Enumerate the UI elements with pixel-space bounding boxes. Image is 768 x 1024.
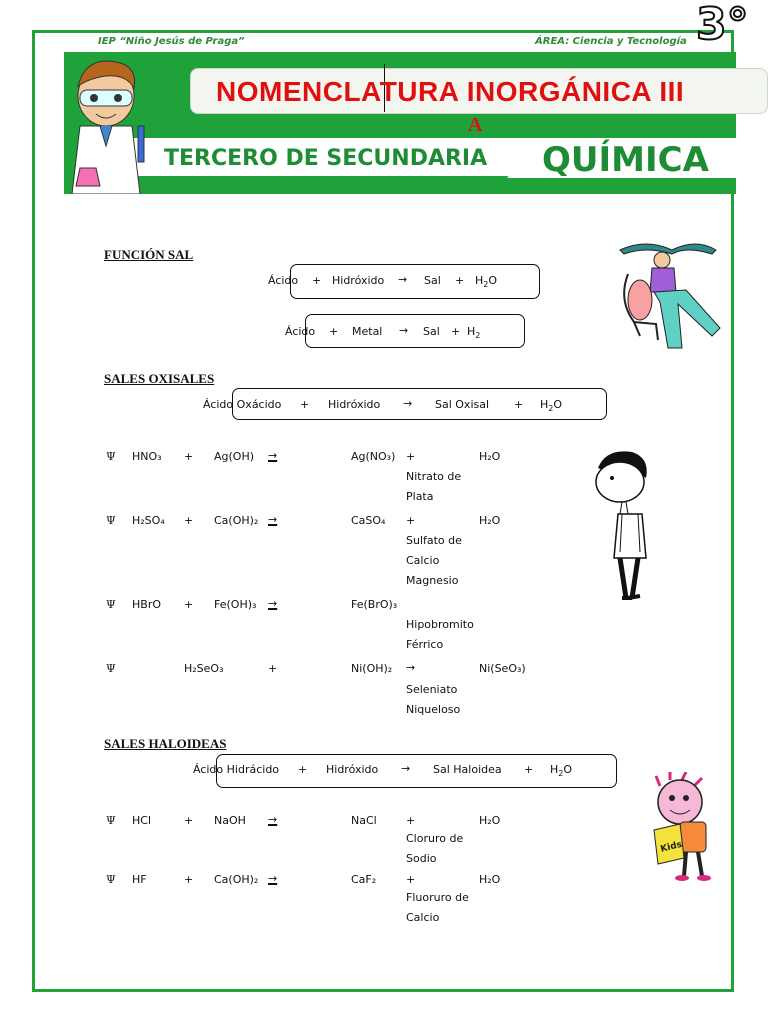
- base-formula: Ag(OH): [214, 450, 255, 463]
- title-suffix: A: [468, 114, 483, 136]
- salt-name-line: Fluoruro de: [406, 891, 469, 904]
- salt-name-line: Magnesio: [406, 574, 459, 587]
- salt-formula: Ni(SeO₃): [479, 662, 526, 675]
- salt-formula: CaSO₄: [351, 514, 386, 527]
- page-title: NOMENCLATURA INORGÁNICA III: [216, 76, 685, 107]
- salt-formula: Fe(BrO)₃: [351, 598, 398, 611]
- section-heading-funcion-sal: FUNCIÓN SAL: [104, 247, 194, 262]
- salt-name-line: Niqueloso: [406, 703, 461, 716]
- psi-bullet: Ψ: [106, 814, 116, 827]
- section-heading-haloideas: SALES HALOIDEAS: [104, 736, 227, 751]
- kid-reading-book-illustration: [650, 772, 712, 882]
- scientist-kid-illustration: [66, 56, 156, 194]
- acid-formula: HBrO: [132, 598, 161, 611]
- equation-box: [290, 264, 540, 299]
- salt-name-line: Férrico: [406, 638, 444, 651]
- base-formula: NaOH: [214, 814, 246, 827]
- school-name: IEP “Niño Jesús de Praga”: [98, 36, 245, 47]
- psi-bullet: Ψ: [106, 514, 116, 527]
- grade-subtitle: TERCERO DE SECUNDARIA: [164, 146, 488, 171]
- girl-on-chair-illustration: [616, 240, 726, 352]
- salt-name-line: Plata: [406, 490, 434, 503]
- salt-name-line: Calcio: [406, 554, 440, 567]
- acid-formula: HNO₃: [132, 450, 162, 463]
- subject-title: QUÍMICA: [542, 140, 709, 180]
- base-formula: Ca(OH)₂: [214, 514, 259, 527]
- psi-bullet: Ψ: [106, 598, 116, 611]
- grade-badge: 3°: [696, 0, 749, 50]
- salt-name-line: Nitrato de: [406, 470, 462, 483]
- salt-name-line: Hipobromito: [406, 618, 474, 631]
- psi-bullet: Ψ: [106, 662, 116, 675]
- salt-formula: NaCl: [351, 814, 377, 827]
- base-formula: Ca(OH)₂: [214, 873, 259, 886]
- boy-standing-illustration: [592, 448, 658, 602]
- salt-name-line: Cloruro de: [406, 832, 464, 845]
- base-formula: Ni(OH)₂: [351, 662, 393, 675]
- acid-formula: HF: [132, 873, 147, 886]
- base-formula: Fe(OH)₃: [214, 598, 257, 611]
- salt-formula: Ag(NO₃): [351, 450, 396, 463]
- psi-bullet: Ψ: [106, 873, 116, 886]
- salt-name-line: Sulfato de: [406, 534, 462, 547]
- salt-name-line: Seleniato: [406, 683, 458, 696]
- salt-name-line: Calcio: [406, 911, 440, 924]
- acid-formula: HCl: [132, 814, 152, 827]
- psi-bullet: Ψ: [106, 450, 116, 463]
- book-label: Kids: [659, 839, 684, 855]
- section-heading-oxisales: SALES OXISALES: [104, 371, 215, 386]
- salt-formula: CaF₂: [351, 873, 377, 886]
- acid-formula: H₂SeO₃: [184, 662, 224, 675]
- salt-name-line: Sodio: [406, 852, 437, 865]
- area-label: ÁREA: Ciencia y Tecnología: [535, 36, 687, 47]
- acid-formula: H₂SO₄: [132, 514, 165, 527]
